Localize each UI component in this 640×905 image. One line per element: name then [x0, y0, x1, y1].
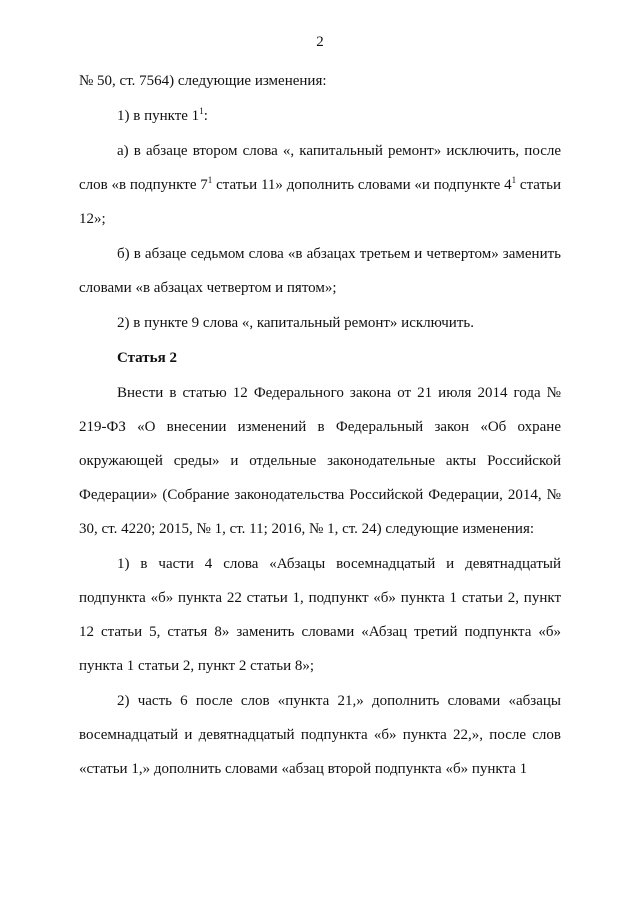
- page-number: 2: [316, 34, 324, 50]
- article-list-item-1: 1) в части 4 слова «Абзацы восемнадцатый и девятнадцатый подпункта «б» пункта 22 статьи 1, подпункт «б» пункта 1 статьи 2, пункт 12 статьи 5, статья 8» заменить словами «Абзац третий подпункта «б» пункта 1 статьи 2, пункт 2 статьи 8»;: [79, 556, 561, 674]
- superscript: 1: [511, 175, 517, 185]
- list-item-1a-text-part1: а) в абзаце втором слова «, капитальный ремонт» исключить, после слов «в подпункте 7: [79, 143, 561, 193]
- list-item-1a: [79, 134, 561, 236]
- article-list-item-2: 2) часть 6 после слов «пункта 21,» дополнить словами «абзацы восемнадцатый и девятнадцатый подпункта «б» пункта 22,», после слов «статьи 1,» дополнить словами «абзац второй подпункта «б» пункта 1: [79, 693, 561, 777]
- list-item-1b: б) в абзаце седьмом слова «в абзацах третьем и четвертом» заменить словами «в абзацах четвертом и пятом»;: [79, 246, 561, 296]
- list-item-2: 2) в пункте 9 слова «, капитальный ремонт» исключить.: [117, 315, 474, 331]
- list-item-1-tail: :: [203, 108, 208, 124]
- article-heading: Статья 2: [117, 350, 177, 366]
- list-item-1a-text-part3: статьи 12»;: [79, 177, 561, 227]
- list-item-1a-text-part2: статьи 11» дополнить словами «и подпункте 4: [212, 177, 512, 193]
- superscript: 1: [207, 175, 213, 185]
- list-item-1-text: 1) в пункте 1: [117, 108, 200, 124]
- paragraph-continuation: № 50, ст. 7564) следующие изменения:: [79, 73, 327, 89]
- list-item-1: [79, 99, 561, 133]
- superscript: 1: [199, 106, 204, 116]
- article-intro-paragraph: Внести в статью 12 Федерального закона от 21 июля 2014 года № 219-ФЗ «О внесении изменений в Федеральный закон «Об охране окружающей среды» и отдельные законодательные акты Российской Федерации» (Собрание законодательства Российской Федерации, 2014, № 30, ст. 4220; 2015, № 1, ст. 11; 2016, № 1, ст. 24) следующие изменения:: [79, 385, 561, 537]
- document-body: [79, 64, 561, 787]
